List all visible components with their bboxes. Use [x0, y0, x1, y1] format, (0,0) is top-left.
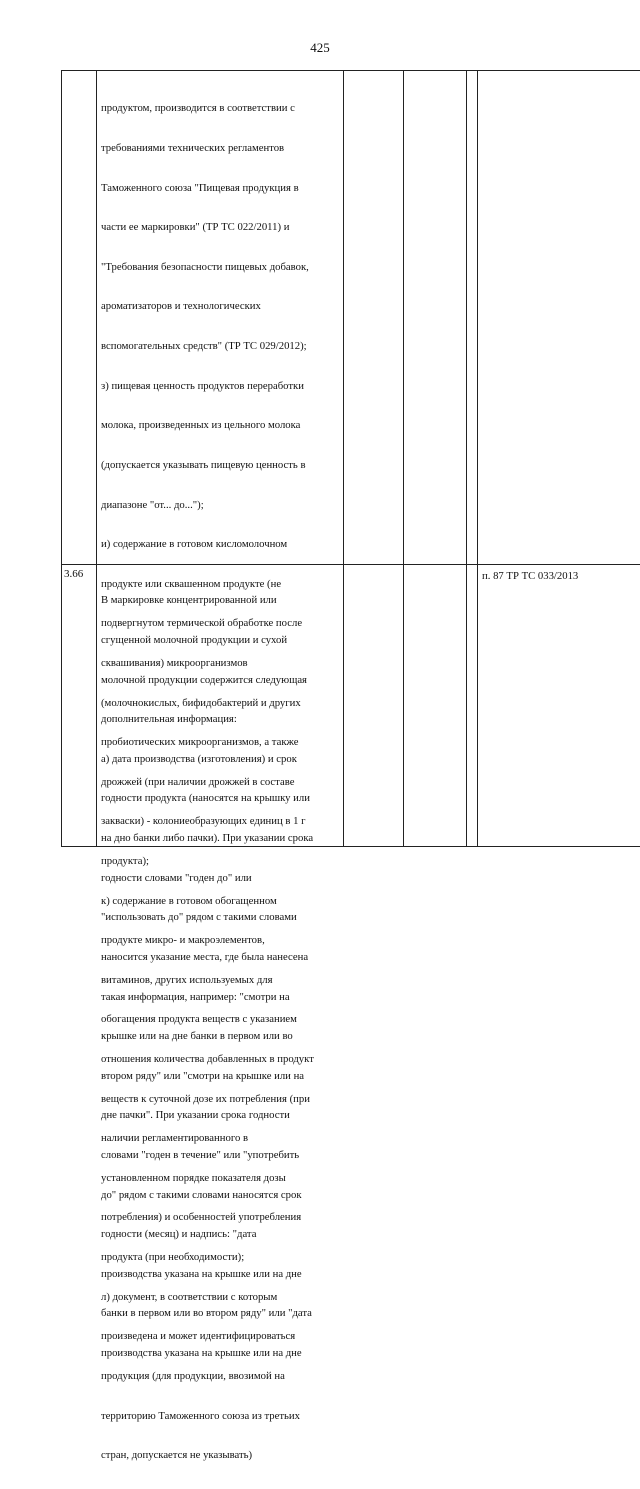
text-line: до" рядом с такими словами наносятся срок — [101, 1188, 302, 1201]
text-line: дрожжей (при наличии дрожжей в составе — [101, 775, 295, 788]
text-line: молока, произведенных из цельного молока — [101, 419, 301, 432]
row-2-number: 3.66 — [64, 568, 84, 580]
text-line: ароматизаторов и технологических — [101, 300, 261, 313]
text-line: на дно банки либо пачки). При указании срока — [101, 832, 314, 845]
text-line: витаминов, других используемых для — [101, 973, 273, 986]
text-line: молочной продукции содержится следующая — [101, 673, 307, 686]
text-line: банки в первом или во втором ряду" или "дата — [101, 1307, 312, 1320]
page-number: 425 — [310, 40, 330, 55]
text-line: а) дата производства (изготовления) и срок — [101, 752, 297, 765]
text-line: территорию Таможенного союза из третьих — [101, 1409, 300, 1422]
text-line: производства указана на крышке или на дне — [101, 1346, 302, 1359]
text-line: годности продукта (наносятся на крышку или — [101, 792, 310, 805]
row-2-reference: п. 87 ТР ТС 033/2013 — [482, 570, 579, 582]
text-line: продукта (при необходимости); — [101, 1251, 245, 1264]
text-line: стран, допускается не указывать) — [101, 1449, 253, 1462]
text-line: пробиотических микроорганизмов, а также — [101, 736, 299, 749]
text-line: сгущенной молочной продукции и сухой — [101, 634, 288, 647]
text-line: вспомогательных средств" (ТР ТС 029/2012); — [101, 340, 307, 353]
text-line: установленном порядке показателя дозы — [101, 1171, 286, 1184]
text-line: части ее маркировки" (ТР ТС 022/2011) и — [101, 221, 290, 234]
text-line: наносится указание места, где была нанесена — [101, 950, 309, 963]
col-border-4 — [466, 70, 467, 847]
text-line: "использовать до" рядом с такими словами — [101, 911, 297, 924]
col-border-2 — [343, 70, 344, 847]
text-line: требованиями технических регламентов — [101, 142, 285, 155]
text-line: сквашивания) микроорганизмов — [101, 656, 248, 669]
col-border-left — [61, 70, 62, 847]
text-line: крышке или на дне банки в первом или во — [101, 1030, 293, 1043]
text-line: веществ к суточной дозе их потребления (при — [101, 1092, 310, 1105]
text-line: продуктом, производится в соответствии с — [101, 102, 295, 115]
text-line: наличии регламентированного в — [101, 1132, 249, 1145]
text-line: годности словами "годен до" или — [101, 871, 252, 884]
col-border-5 — [477, 70, 478, 847]
text-line: втором ряду" или "смотри на крышке или на — [101, 1069, 305, 1082]
text-line: "Требования безопасности пищевых добавок, — [101, 260, 309, 273]
text-line: В маркировке концентрированной или — [101, 594, 277, 607]
text-line: дополнительная информация: — [101, 713, 237, 726]
col-border-1 — [96, 70, 97, 847]
text-line: потребления) и особенностей употребления — [101, 1211, 302, 1224]
text-line: такая информация, например: "смотри на — [101, 990, 290, 1003]
text-line: к) содержание в готовом обогащенном — [101, 894, 277, 907]
text-line: производства указана на крышке или на дне — [101, 1267, 302, 1280]
text-line: (молочнокислых, бифидобактерий и других — [101, 696, 301, 709]
text-line: продукта); — [101, 854, 150, 867]
text-line: годности (месяц) и надпись: "дата — [101, 1228, 257, 1241]
text-line: подвергнутом термической обработке после — [101, 617, 303, 630]
text-line: и) содержание в готовом кисломолочном — [101, 538, 288, 551]
row-2-requirement-text — [101, 568, 313, 1387]
col-border-3 — [403, 70, 404, 847]
table-top-border — [61, 70, 640, 71]
text-line: продукте микро- и макроэлементов, — [101, 934, 265, 947]
text-line: з) пищевая ценность продуктов переработки — [101, 379, 304, 392]
text-line: отношения количества добавленных в продукт — [101, 1053, 314, 1066]
text-line: л) документ, в соответствии с которым — [101, 1290, 278, 1303]
requirements-table — [61, 70, 640, 1462]
text-line: произведена и может идентифицироваться — [101, 1330, 296, 1343]
text-line: обогащения продукта веществ с указанием — [101, 1013, 297, 1026]
text-line: диапазоне "от... до..."); — [101, 498, 204, 511]
text-line: словами "годен в течение" или "употребить — [101, 1148, 300, 1161]
text-line: (допускается указывать пищевую ценность в — [101, 458, 306, 471]
text-line: Таможенного союза "Пищевая продукция в — [101, 181, 299, 194]
text-line: продукция (для продукции, ввозимой на — [101, 1369, 285, 1382]
text-line: продукте или сквашенном продукте (не — [101, 577, 282, 590]
text-line: закваски) - колониеобразующих единиц в 1 г — [101, 815, 306, 828]
text-line: дне пачки". При указании срока годности — [101, 1109, 290, 1122]
